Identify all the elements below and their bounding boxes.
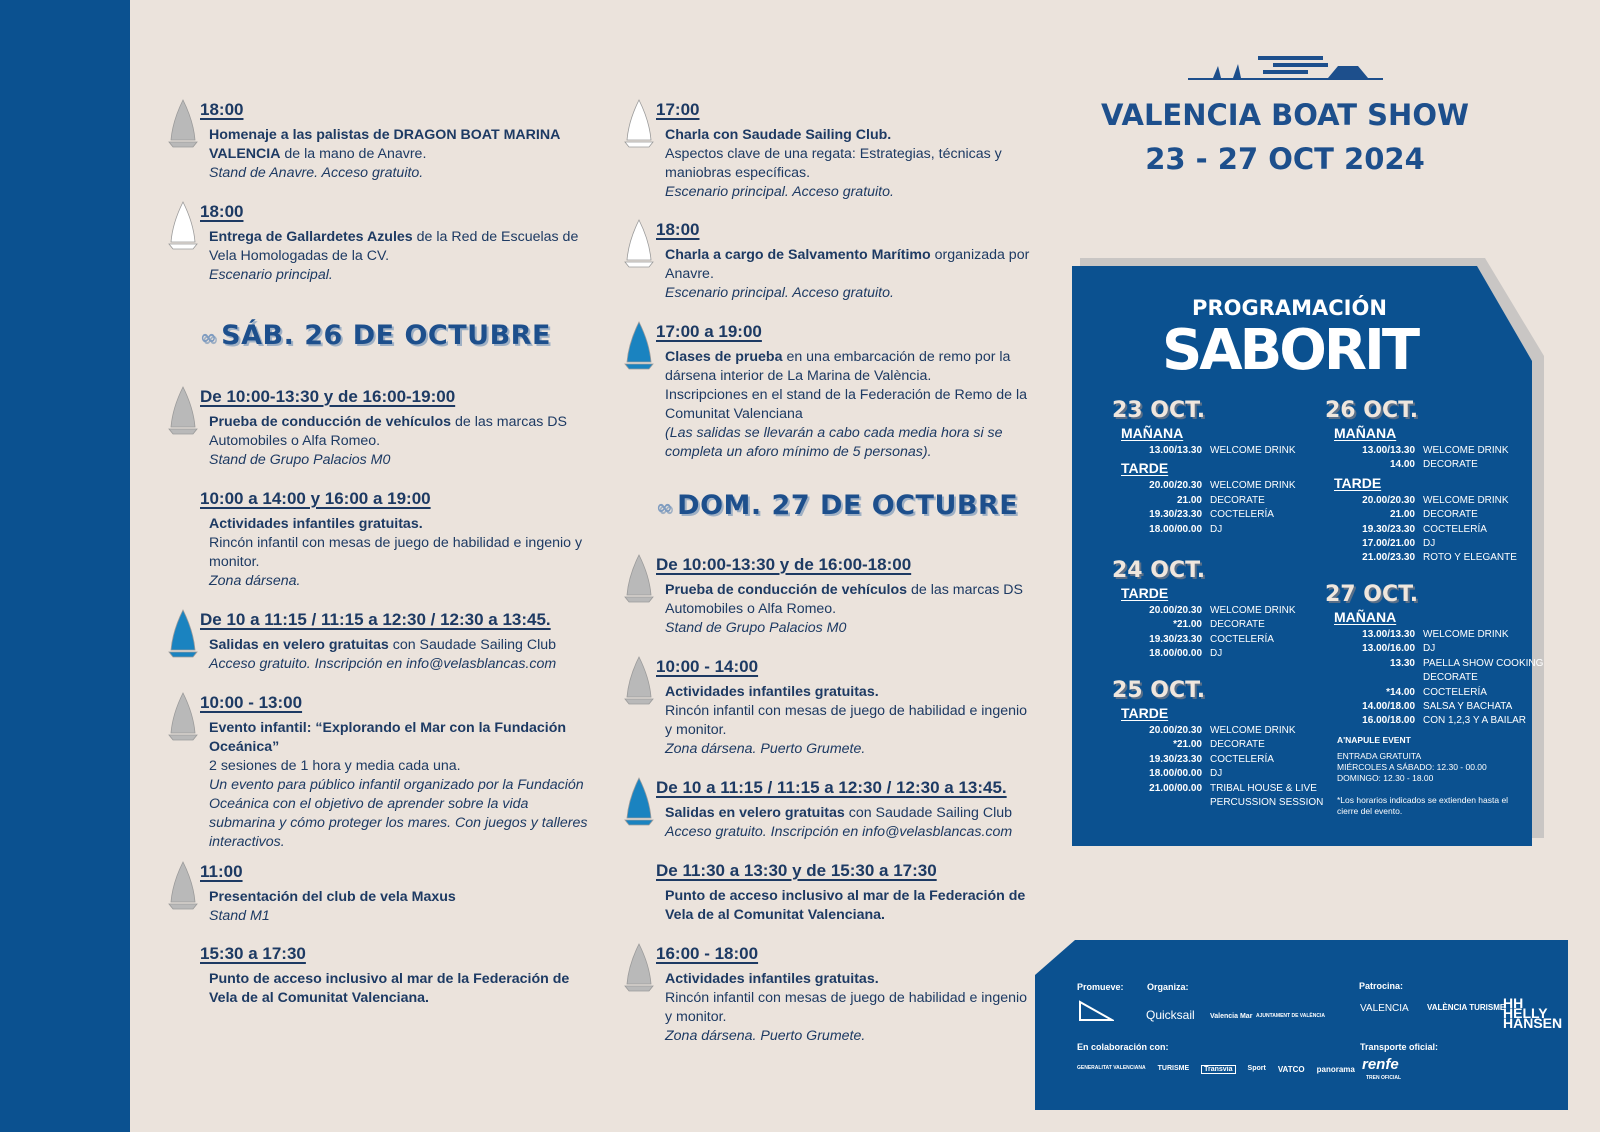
row-time: 18.00/00.00 (1149, 523, 1202, 535)
row-time (1325, 671, 1415, 685)
row-time: 21.00/23.30 (1362, 552, 1415, 564)
quicksail-logo: Quicksail (1146, 1008, 1195, 1022)
program-event (656, 861, 1035, 925)
event-title (209, 636, 594, 655)
event-title-bold: Salidas en velero gratuitas (665, 805, 845, 821)
valencia-logo: VALENCIA (1360, 1003, 1409, 1014)
event-title (665, 581, 1035, 619)
program-event (200, 693, 594, 852)
day-heading-saturday (200, 320, 551, 351)
schedule-row (1112, 508, 1296, 522)
program-event (656, 944, 1035, 1046)
boat-show-logo-icon (1188, 54, 1383, 84)
event-time: 18:00 (200, 202, 244, 221)
event-detail: Rincón infantil con mesas de juego de habilidad e ingenio y monitor. (665, 990, 1028, 1025)
event-title-rest: de las marcas DS Automobiles o Alfa Romeo. (665, 582, 1023, 617)
organiza-label: Organiza: (1147, 982, 1189, 992)
sailboat-white-icon (622, 98, 656, 150)
row-time: *14.00 (1386, 686, 1415, 698)
helly-hansen-logo: HH HELLY HANSEN (1503, 995, 1563, 1031)
schedule-row (1325, 523, 1517, 537)
valencia-mar-logo: Valencia Mar (1210, 1013, 1253, 1020)
event-time: 17:00 (656, 100, 700, 119)
colab-logo: VATCO (1277, 1065, 1305, 1074)
event-title-rest: de la Red de Escuelas de Vela Homologadas de la CV. (209, 229, 579, 264)
schedule-row (1325, 537, 1517, 551)
event-title-bold: Actividades infantiles gratuitas. (209, 516, 423, 532)
event-detail: Rincón infantil con mesas de juego de habilidad e ingenio y monitor. (665, 703, 1028, 738)
row-activity: COCTELERÍA (1210, 633, 1274, 645)
schedule-row (1325, 444, 1517, 458)
event-title-bold: Presentación del club de vela Maxus (209, 889, 456, 905)
row-activity: DECORATE (1423, 459, 1478, 471)
row-time: 13.00/16.00 (1362, 643, 1415, 655)
row-time: 19.30/23.30 (1362, 523, 1415, 535)
day-title: 27 OCT. (1325, 582, 1419, 607)
ajuntament-logo: AJUNTAMENT DE VALÈNCIA (1256, 1013, 1325, 1019)
row-activity: WELCOME DRINK (1210, 725, 1296, 736)
event-name: A'NAPULE EVENT (1337, 735, 1411, 745)
promueve-label: Promueve: (1077, 982, 1124, 992)
schedule-row (1112, 796, 1323, 810)
event-detail: Aspectos clave de una regata: Estrategias, técnicas y maniobras específicas. (665, 146, 1002, 181)
program-event (656, 555, 1035, 638)
sailboat-blue-icon (622, 320, 656, 372)
program-event (200, 610, 594, 674)
event-time: 16:00 - 18:00 (656, 944, 759, 963)
row-activity: WELCOME DRINK (1210, 480, 1296, 492)
schedule-row (1325, 671, 1543, 685)
row-time: *21.00 (1173, 739, 1202, 751)
saborit-day (1112, 558, 1296, 662)
sailboat-grey-icon (166, 98, 200, 150)
sailboat-blue-icon (622, 776, 656, 828)
program-event (200, 387, 594, 470)
row-activity: DJ (1210, 523, 1223, 535)
schedule-row (1112, 782, 1323, 796)
row-time: 13.00/13.30 (1362, 629, 1415, 640)
row-activity: DECORATE (1210, 619, 1265, 631)
schedule-row (1112, 618, 1296, 632)
event-note: Escenario principal. Acceso gratuito. (665, 285, 894, 301)
row-activity: DJ (1210, 768, 1223, 780)
row-time: 19.30/23.30 (1149, 633, 1202, 645)
event-title-bold: Salidas en velero gratuitas (209, 637, 389, 653)
sailboat-white-icon (622, 218, 656, 270)
event-title (209, 413, 594, 451)
schedule-row (1325, 628, 1543, 642)
schedule-row (1112, 479, 1296, 493)
program-event (656, 100, 1035, 202)
schedule-row (1325, 657, 1543, 671)
sailboat-grey-icon (166, 860, 200, 912)
row-activity: PAELLA SHOW COOKING (1423, 657, 1544, 669)
program-event (200, 489, 594, 591)
event-note: Escenario principal. (209, 267, 333, 283)
day-title: 24 OCT. (1112, 558, 1206, 583)
time-of-day: MAÑANA (1334, 425, 1397, 441)
row-activity: TRIBAL HOUSE & LIVE (1210, 782, 1317, 794)
row-activity: WELCOME DRINK (1210, 605, 1296, 616)
row-time (1112, 796, 1202, 810)
program-event (656, 220, 1035, 303)
row-activity: CON 1,2,3 Y A BAILAR (1423, 715, 1527, 727)
schedule-row (1325, 494, 1517, 508)
schedule-row (1112, 767, 1323, 781)
day-heading-text: SÁB. 26 DE OCTUBRE (221, 320, 551, 351)
event-title (665, 887, 1035, 925)
saborit-day (1112, 678, 1323, 810)
row-activity: COCTELERÍA (1423, 523, 1487, 535)
schedule-row (1112, 523, 1296, 537)
transporte-label: Transporte oficial: (1360, 1042, 1439, 1052)
event-detail: 2 sesiones de 1 hora y media cada una. (209, 758, 461, 774)
event-note: Acceso gratuito. Inscripción en info@velasblancas.com (665, 824, 1013, 840)
row-time: 19.30/23.30 (1149, 753, 1202, 765)
row-activity: DECORATE (1210, 739, 1265, 751)
row-activity: PERCUSSION SESSION (1210, 797, 1324, 809)
day-title: 23 OCT. (1112, 398, 1206, 423)
event-note: Escenario principal. Acceso gratuito. (665, 184, 894, 200)
program-event (200, 944, 594, 1008)
sponsors-panel (1035, 940, 1568, 1110)
sailboat-grey-icon (166, 691, 200, 743)
event-title (665, 804, 1035, 823)
row-time: 14.00/18.00 (1362, 701, 1415, 713)
event-line: ENTRADA GRATUITA (1337, 751, 1422, 761)
schedule-row (1325, 714, 1543, 728)
colaboracion-label: En colaboración con: (1077, 1042, 1169, 1052)
event-time: De 10 a 11:15 / 11:15 a 12:30 / 12:30 a 13:45. (200, 610, 551, 629)
row-time: 18.00/00.00 (1149, 648, 1202, 660)
event-note: Zona dársena. Puerto Grumete. (665, 1028, 866, 1044)
row-activity: DJ (1423, 538, 1436, 550)
event-title-rest: con Saudade Sailing Club (388, 637, 557, 653)
event-title-bold: Prueba de conducción de vehículos (665, 582, 908, 598)
schedule-row (1112, 444, 1296, 458)
time-of-day: MAÑANA (1334, 609, 1397, 625)
event-note: Stand de Grupo Palacios M0 (665, 620, 847, 636)
event-title-bold: Actividades infantiles gratuitas. (665, 684, 879, 700)
event-title (209, 126, 594, 164)
day-title: 26 OCT. (1325, 398, 1419, 423)
schedule-row (1112, 633, 1296, 647)
row-time: 16.00/18.00 (1362, 715, 1415, 727)
event-title (665, 683, 1035, 702)
event-line: MIÉRCOLES A SÁBADO: 12.30 - 00.00 (1337, 762, 1487, 772)
row-activity: WELCOME DRINK (1423, 494, 1509, 506)
row-activity: COCTELERÍA (1423, 686, 1487, 698)
schedule-row (1112, 753, 1323, 767)
event-note: Acceso gratuito. Inscripción en info@velasblancas.com (209, 656, 557, 672)
event-time: 18:00 (656, 220, 700, 239)
promueve-logo-icon (1078, 1000, 1114, 1024)
row-time: 13.30 (1389, 657, 1415, 669)
row-time: 17.00/21.00 (1362, 538, 1415, 550)
time-of-day: TARDE (1121, 705, 1169, 721)
event-title-rest: de la mano de Anavre. (280, 146, 427, 162)
row-time: 21.00/00.00 (1149, 782, 1202, 794)
day-heading-sunday (656, 490, 1018, 521)
sailboat-grey-icon (622, 553, 656, 605)
schedule-row (1325, 642, 1543, 656)
event-title (209, 888, 594, 907)
rope-knot-icon: ∞ (656, 494, 674, 519)
schedule-row (1325, 686, 1543, 700)
schedule-row (1325, 700, 1543, 714)
saborit-kicker: PROGRAMACIÓN (1192, 296, 1387, 320)
rope-knot-icon: ∞ (200, 324, 218, 349)
day-heading-text: DOM. 27 DE OCTUBRE (677, 490, 1019, 521)
program-event (656, 322, 1035, 462)
footnote: *Los horarios indicados se extienden hasta el cierre del evento. (1337, 795, 1509, 816)
event-title-bold: Charla con Saudade Sailing Club. (665, 127, 892, 143)
row-time: 13.00/13.30 (1149, 445, 1202, 456)
row-activity: DJ (1210, 648, 1223, 660)
event-title-bold: Actividades infantiles gratuitas. (665, 971, 879, 987)
event-title-rest: en una embarcación de remo por la dársena interior de La Marina de València. (665, 349, 1011, 384)
event-title-rest: con Saudade Sailing Club (844, 805, 1013, 821)
event-time: De 10:00-13:30 y de 16:00-18:00 (656, 555, 912, 574)
schedule-row (1112, 738, 1323, 752)
row-activity: DECORATE (1210, 494, 1265, 506)
row-time: *21.00 (1173, 619, 1202, 631)
schedule-row (1325, 551, 1517, 565)
row-activity: COCTELERÍA (1210, 509, 1274, 521)
program-event (200, 862, 594, 926)
row-time: 20.00/20.30 (1149, 605, 1202, 616)
event-time: De 11:30 a 13:30 y de 15:30 a 17:30 (656, 861, 937, 880)
event-title-bold: Clases de prueba (665, 349, 783, 365)
event-note: Stand de Anavre. Acceso gratuito. (209, 165, 424, 181)
event-title (209, 228, 594, 266)
event-note: Stand de Grupo Palacios M0 (209, 452, 391, 468)
program-event (656, 778, 1035, 842)
saborit-day (1112, 398, 1296, 537)
row-activity: WELCOME DRINK (1423, 629, 1509, 640)
schedule-row (1112, 724, 1323, 738)
row-time: 18.00/00.00 (1149, 768, 1202, 780)
event-note: Zona dársena. Puerto Grumete. (665, 741, 866, 757)
event-title-rest: organizada por Anavre. (665, 247, 1030, 282)
renfe-logo: renfe (1362, 1056, 1399, 1073)
sailboat-grey-icon (622, 655, 656, 707)
event-title-bold: Prueba de conducción de vehículos (209, 414, 452, 430)
row-time: 13.00/13.30 (1362, 445, 1415, 456)
colab-logo: Transvia (1201, 1065, 1235, 1074)
colab-logo: TURISME (1157, 1065, 1190, 1072)
event-title-rest: de las marcas DS Automobiles o Alfa Romeo. (209, 414, 567, 449)
event-hours (1337, 751, 1487, 784)
row-activity: WELCOME DRINK (1210, 445, 1296, 456)
valencia-turisme-logo: VALÈNCIA TURISME (1427, 1003, 1506, 1012)
row-activity: WELCOME DRINK (1423, 445, 1509, 456)
event-title (665, 970, 1035, 989)
row-activity: DJ (1423, 643, 1436, 655)
colab-logo: Sport (1247, 1065, 1266, 1072)
event-title (209, 970, 594, 1008)
event-title-bold: Evento infantil: “Explorando el Mar con la Fundación Oceánica” (209, 720, 567, 755)
event-dates: 23 - 27 OCT 2024 (1145, 142, 1425, 176)
row-time: 19.30/23.30 (1149, 509, 1202, 521)
row-time: 20.00/20.30 (1149, 480, 1202, 492)
row-time: 20.00/20.30 (1362, 494, 1415, 506)
event-time: 10:00 a 14:00 y 16:00 a 19:00 (200, 489, 431, 508)
sailboat-blue-icon (166, 608, 200, 660)
event-title: VALENCIA BOAT SHOW (1101, 98, 1469, 132)
event-time: De 10 a 11:15 / 11:15 a 12:30 / 12:30 a 13:45. (656, 778, 1007, 797)
schedule-row (1325, 508, 1517, 522)
event-note: (Las salidas se llevarán a cabo cada media hora si se completa un aforo mínimo de 5 personas). (665, 425, 1003, 460)
left-blue-stripe (0, 0, 130, 1132)
schedule-row (1112, 494, 1296, 508)
row-time: 21.00 (1389, 509, 1415, 521)
event-title (665, 348, 1035, 386)
event-time: 17:00 a 19:00 (656, 322, 762, 341)
event-title-bold: Homenaje a las palistas de DRAGON BOAT MARINA VALENCIA (209, 127, 560, 162)
colab-logo: panorama (1316, 1065, 1355, 1074)
saborit-day (1325, 582, 1543, 729)
sailboat-grey-icon (622, 942, 656, 994)
event-title (665, 126, 1035, 145)
renfe-sub: TREN OFICIAL (1366, 1075, 1401, 1081)
event-detail: Rincón infantil con mesas de juego de habilidad e ingenio y monitor. (209, 535, 583, 570)
program-event (656, 657, 1035, 759)
patrocina-label: Patrocina: (1359, 981, 1404, 991)
time-of-day: MAÑANA (1121, 425, 1184, 441)
event-note: Zona dársena. (209, 573, 301, 589)
event-title-bold: Punto de acceso inclusivo al mar de la Federación de Vela de al Comunitat Valenciana. (665, 888, 1026, 923)
event-title (665, 246, 1035, 284)
colaboracion-logos (1077, 1065, 1355, 1074)
event-time: 10:00 - 13:00 (200, 693, 303, 712)
saborit-day (1325, 398, 1517, 566)
sailboat-grey-icon (166, 385, 200, 437)
schedule-row (1112, 647, 1296, 661)
event-detail: Inscripciones en el stand de la Federación de Remo de la Comunitat Valenciana (665, 387, 1027, 422)
row-time: 14.00 (1389, 459, 1415, 471)
event-title-bold: Charla a cargo de Salvamento Marítimo (665, 247, 931, 263)
row-time: 21.00 (1176, 494, 1202, 506)
event-time: 15:30 a 17:30 (200, 944, 306, 963)
time-of-day: TARDE (1334, 474, 1382, 491)
event-title-bold: Punto de acceso inclusivo al mar de la Federación de Vela de al Comunitat Valenciana. (209, 971, 570, 1006)
event-time: 18:00 (200, 100, 244, 119)
event-title (209, 719, 594, 757)
row-activity: DECORATE (1423, 672, 1478, 684)
event-time: De 10:00-13:30 y de 16:00-19:00 (200, 387, 456, 406)
sailboat-white-icon (166, 200, 200, 252)
schedule-row (1325, 458, 1517, 472)
event-time: 11:00 (200, 862, 243, 881)
event-line: DOMINGO: 12.30 - 18.00 (1337, 773, 1434, 783)
time-of-day: TARDE (1121, 460, 1169, 477)
program-event (200, 202, 594, 285)
saborit-logo: SABORIT (1161, 318, 1418, 383)
event-title (209, 515, 594, 534)
day-title: 25 OCT. (1112, 678, 1206, 703)
colab-logo: GENERALITAT VALENCIANA (1077, 1065, 1146, 1071)
event-note: Un evento para público infantil organizado por la Fundación Oceánica con el objetivo de aprender sobre la vida submarina y cómo proteger los mares. Con juegos y talleres interactivos. (209, 777, 588, 850)
event-note: Stand M1 (209, 908, 270, 924)
event-title-bold: Entrega de Gallardetes Azules (209, 229, 413, 245)
row-activity: DECORATE (1423, 509, 1478, 521)
row-time: 20.00/20.30 (1149, 725, 1202, 736)
event-time: 10:00 - 14:00 (656, 657, 759, 676)
time-of-day: TARDE (1121, 585, 1169, 601)
row-activity: SALSA Y BACHATA (1423, 701, 1513, 713)
schedule-row (1112, 604, 1296, 618)
row-activity: COCTELERÍA (1210, 753, 1274, 765)
program-event (200, 100, 594, 183)
row-activity: ROTO Y ELEGANTE (1423, 552, 1517, 564)
